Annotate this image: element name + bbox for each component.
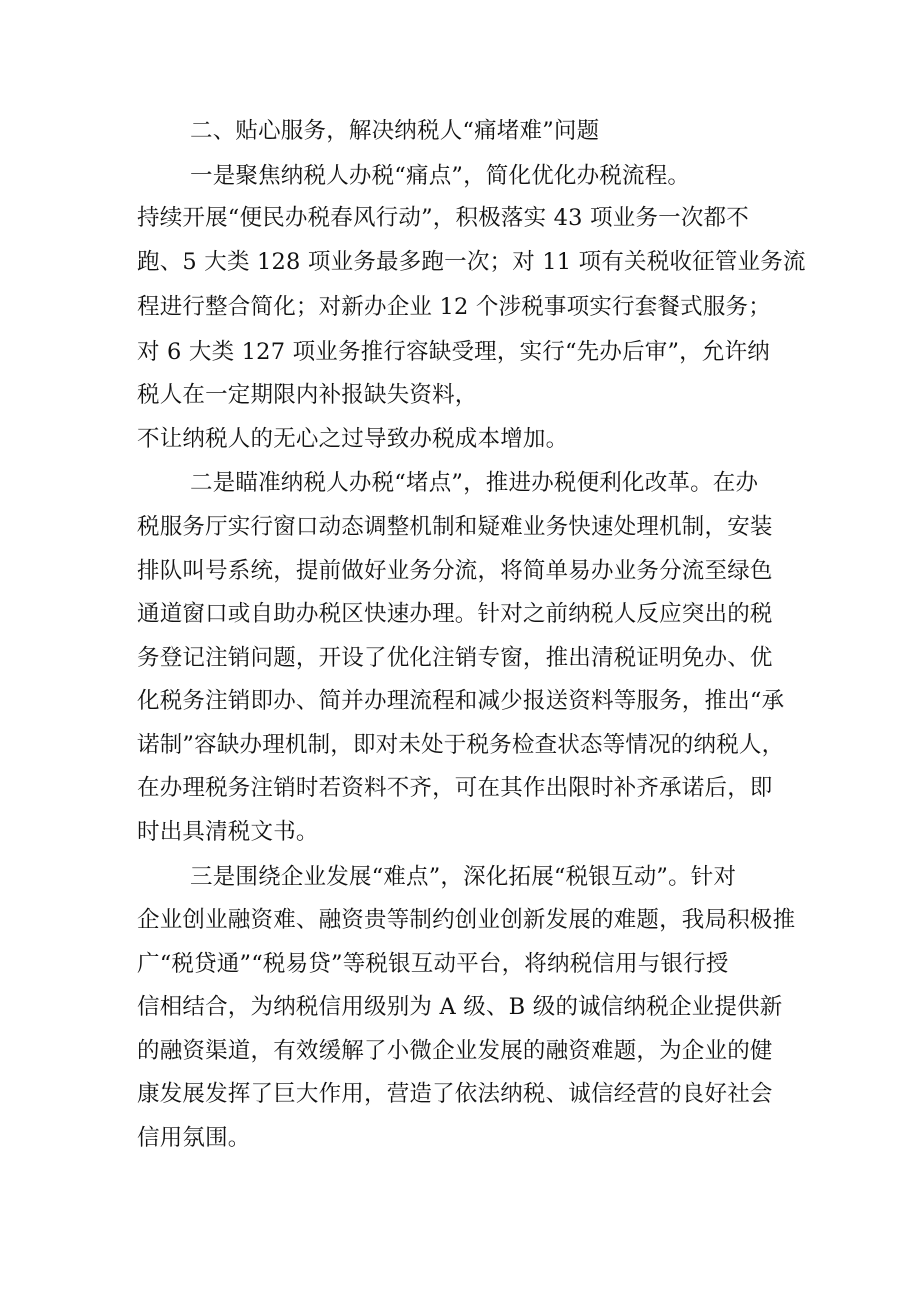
- paragraph-line: 二是瞄准纳税人办税“堵点”，推进办税便利化改革。在办: [190, 470, 759, 496]
- section-heading: 二、贴心服务，解决纳税人“痛堵难”问题: [190, 118, 600, 144]
- paragraph-line: 三是围绕企业发展“难点”，深化拓展“税银互动”。针对: [190, 864, 737, 890]
- paragraph-line: 持续开展“便民办税春风行动”，积极落实 43 项业务一次都不: [137, 205, 749, 231]
- paragraph-line: 税人在一定期限内补报缺失资料，: [137, 382, 478, 408]
- paragraph-line: 康发展发挥了巨大作用，营造了依法纳税、诚信经营的良好社会: [137, 1081, 773, 1107]
- paragraph-line: 诺制”容缺办理机制，即对未处于税务检查状态等情况的纳税人，: [137, 732, 785, 758]
- paragraph-line: 一是聚焦纳税人办税“痛点”，简化优化办税流程。: [190, 163, 691, 189]
- paragraph-line: 对 6 大类 127 项业务推行容缺受理，实行“先办后审”，允许纳: [137, 339, 770, 365]
- paragraph-line: 通道窗口或自助办税区快速办理。针对之前纳税人反应突出的税: [137, 601, 773, 627]
- paragraph-line: 跑、5 大类 128 项业务最多跑一次；对 11 项有关税收征管业务流: [137, 249, 806, 275]
- paragraph-line: 税服务厅实行窗口动态调整机制和疑难业务快速处理机制，安装: [137, 514, 773, 540]
- paragraph-line: 务登记注销问题，开设了优化注销专窗，推出清税证明免办、优: [137, 645, 773, 671]
- paragraph-line: 信用氛围。: [137, 1125, 251, 1151]
- paragraph-line: 信相结合，为纳税信用级别为 A 级、B 级的诚信纳税企业提供新: [137, 994, 783, 1020]
- paragraph-line: 时出具清税文书。: [137, 819, 319, 845]
- paragraph-line: 排队叫号系统，提前做好业务分流，将简单易办业务分流至绿色: [137, 558, 773, 584]
- paragraph-line: 不让纳税人的无心之过导致办税成本增加。: [137, 426, 569, 452]
- paragraph-line: 程进行整合简化；对新办企业 12 个涉税事项实行套餐式服务；: [137, 294, 771, 320]
- paragraph-line: 的融资渠道，有效缓解了小微企业发展的融资难题，为企业的健: [137, 1038, 773, 1064]
- paragraph-line: 广“税贷通”“税易贷”等税银互动平台，将纳税信用与银行授: [137, 951, 729, 977]
- paragraph-line: 化税务注销即办、简并办理流程和减少报送资料等服务，推出“承: [137, 688, 785, 714]
- paragraph-line: 在办理税务注销时若资料不齐，可在其作出限时补齐承诺后，即: [137, 775, 773, 801]
- paragraph-line: 企业创业融资难、融资贵等制约创业创新发展的难题，我局积极推: [137, 907, 796, 933]
